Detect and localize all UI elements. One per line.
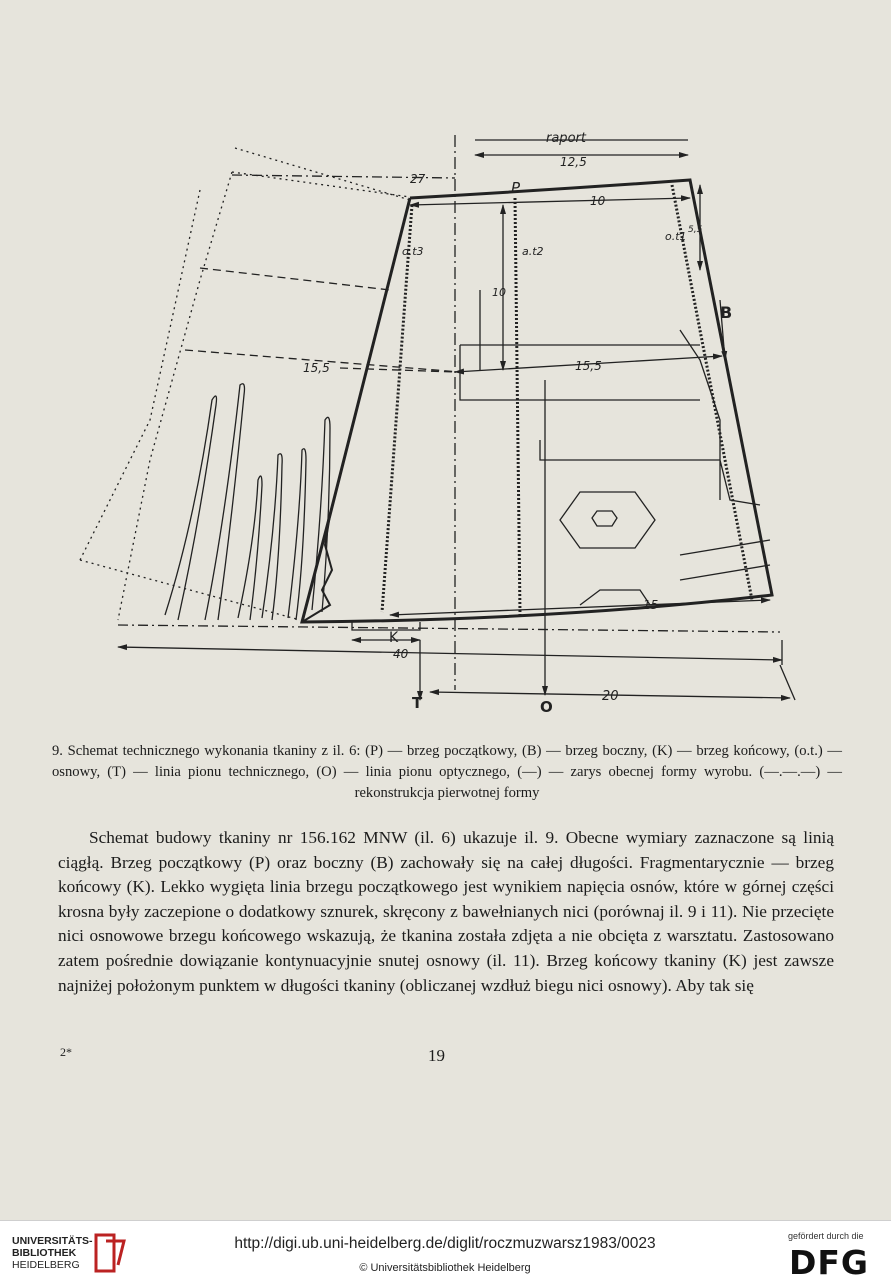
label-10-mid: 10	[492, 286, 506, 299]
document-url-link[interactable]: http://digi.ub.uni-heidelberg.de/diglit/roczmuzwarsz1983/0023	[234, 1235, 656, 1252]
dfg-logo: DFG	[789, 1243, 870, 1282]
label-10-top: 10	[590, 194, 606, 208]
pattern-hexagon-outer	[560, 492, 655, 548]
warp-chain-2	[515, 198, 520, 615]
fringe-loop-2	[205, 384, 245, 620]
dim-40-line	[118, 647, 782, 660]
reconstruction-outline	[80, 148, 410, 620]
label-155-right: 15,5	[575, 359, 602, 373]
label-ot3: o.t3	[402, 245, 424, 258]
page-number: 19	[428, 1046, 445, 1065]
library-line-3: HEIDELBERG	[12, 1259, 80, 1271]
label-27: 27	[410, 172, 426, 186]
label-55: 5,5	[688, 225, 703, 235]
label-155-left: 15,5	[303, 361, 330, 375]
dim-20-right-tick	[780, 665, 795, 700]
label-20: 20	[602, 689, 619, 704]
library-name	[12, 1235, 93, 1271]
label-ot1: o.t1	[665, 230, 687, 243]
fringe-loop-4	[262, 454, 282, 620]
label-O: O	[540, 698, 553, 716]
fringe-loop-3	[238, 476, 262, 620]
pattern-lower-lines	[580, 540, 770, 605]
dfg-note: gefördert durch die	[788, 1231, 864, 1241]
library-line-2: BIBLIOTHEK	[12, 1247, 77, 1259]
reconstruction-dashed-1	[200, 268, 390, 290]
body-paragraph	[58, 826, 834, 998]
fringe-loop-5	[288, 449, 306, 620]
figure-caption: 9. Schemat technicznego wykonania tkaniny z il. 6: (P) — brzeg początkowy, (B) — brzeg boczny, (K) — brzeg końcowy, (o.t.) — osnowy, (T) — linia pionu technicznego, (O) — linia pionu optycznego, (—) — zarys obecnej formy wyrobu. (—.—.—) — rekonstrukcja pierwotnej formy	[52, 743, 842, 801]
warp-chain-3	[672, 185, 752, 600]
k-bracket	[352, 622, 420, 630]
label-P: P	[511, 179, 521, 197]
signature-mark: 2*	[60, 1045, 72, 1059]
label-T: T	[412, 694, 423, 712]
label-K: K	[389, 630, 399, 646]
label-40: 40	[393, 647, 409, 661]
pattern-block	[460, 290, 760, 505]
paragraph-text: Schemat budowy tkaniny nr 156.162 MNW (il. 6) ukazuje il. 9. Obecne wymiary zaznaczone są linią ciągłą. Brzeg początkowy (P) oraz boczny (B) zachowały się na całej długości. Fragmentarycznie — brzeg końcowy (K). Lekko wygięta linia brzegu początkowego jest wynikiem napięcia osnów, które w górnej części krosna były zaczepione o dodatkowy sznurek, skręcony z bawełnianych nici (porównaj il. 9 i 11). Nie przecięte nici osnowowe brzegu końcowego wskazują, że tkanina została zdjęta a nie obcięta z warsztatu. Zastosowano zatem pośrednie dowiązanie kontynuacyjnie snutej osnowy (il. 11). Brzeg końcowy tkaniny (K) jest zawsze najniżej położonym punktem w długości tkaniny (obliczanej wzdłuż biegu nici osnowy). Aby tak się	[58, 828, 834, 995]
reconstruction-dashed-3	[80, 560, 300, 620]
library-logo-icon	[88, 1231, 128, 1275]
library-line-1: UNIVERSITÄTS-	[12, 1235, 93, 1247]
dim-10-line	[410, 198, 690, 205]
label-B: B	[720, 303, 733, 322]
label-125: 12,5	[560, 155, 587, 169]
baseline-dash-dot	[118, 625, 780, 632]
pattern-hexagon-inner	[592, 511, 617, 526]
label-15: 15	[643, 598, 659, 612]
label-at2: a.t2	[522, 245, 544, 258]
fringe-loop-6	[312, 417, 330, 612]
warp-chain-1	[382, 205, 412, 612]
copyright-text: © Universitätsbibliothek Heidelberg	[359, 1262, 531, 1274]
fringe-loop-1	[165, 396, 217, 620]
footer-bar	[0, 1220, 891, 1286]
label-raport: raport	[546, 131, 586, 146]
